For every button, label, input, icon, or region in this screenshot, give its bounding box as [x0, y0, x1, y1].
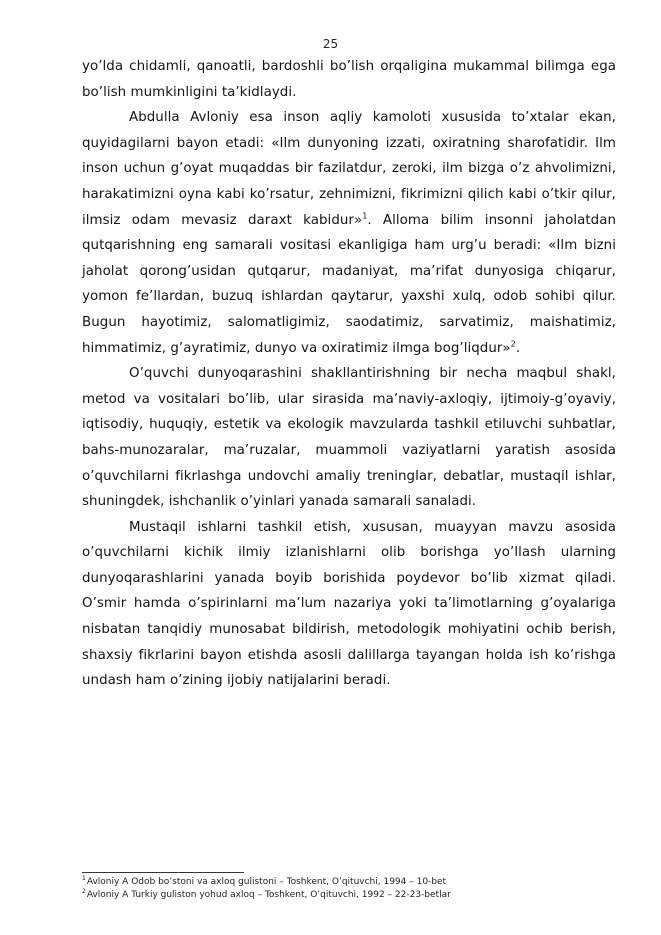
footnote-2 — [82, 889, 616, 902]
paragraph-1 — [82, 54, 616, 105]
footnote-divider — [82, 872, 244, 873]
footnote-ref-2: 2 — [510, 339, 516, 349]
footnote-2-text: Avloniy A Turkiy guliston yohud axloq – Toshkent, O’qituvchi, 1992 – 22-23-betlar — [86, 889, 451, 900]
paragraph-2-text: Abdulla Avloniy esa inson aqliy kamoloti xususida to’xtalar ekan, quyidagilarni bayon etadi: «Ilm dunyoning izzati, oxiratning sharofatidir. Ilm inson uchun g’oyat muqaddas bir fazilatdur, zeroki, ilm bizga o’z ahvolimizni, harakatimizni oyna kabi ko’rsatur, zehnimizni, fikrimizni qilich kabi o’tkir qilur, ilmsiz odam mevasiz daraxt kabidur» — [82, 110, 616, 228]
main-text — [82, 54, 616, 694]
paragraph-3 — [82, 361, 616, 515]
footnote-1-text: Avloniy A Odob bo’stoni va axloq gulistoni – Toshkent, O’qituvchi, 1994 – 10-bet — [86, 877, 447, 887]
paragraph-4-text: Mustaqil ishlarni tashkil etish, xususan, muayyan mavzu asosida o’quvchilarni kichik ilmiy izlanishlarni olib borishga yo’llash ularning dunyoqarashlarini yanada boyib borishida poydevor bo’lib xizmat qiladi. O’smir hamda o’spirinlarni ma’lum nazariya yoki ta’limotlarning g’oyalariga nisbatan tanqidiy munosabat bildirish, metodologik mohiyatini ochib berish, shaxsiy fikrlarini bayon etishda asosli dalillarga tayangan holda ish ko’rishga undash ham o’zining ijobiy natijalarini beradi. — [82, 519, 616, 689]
paragraph-1-text: yo’lda chidamli, qanoatli, bardoshli bo’lish orqaligina mukammal bilimga ega bo’lish mumkinligini ta’kidlaydi. — [82, 59, 616, 100]
paragraph-2-text-end: . — [515, 340, 521, 356]
page-number: 25 — [322, 37, 339, 51]
paragraph-2 — [82, 105, 616, 361]
footnote-2-mark: 2 — [82, 887, 86, 895]
footnote-ref-1: 1 — [362, 211, 368, 221]
paragraph-4 — [82, 515, 616, 694]
footnotes — [82, 876, 616, 901]
paragraph-3-text: O’quvchi dunyoqarashini shakllantirishning bir necha maqbul shakl, metod va vositalari bo’lib, ular sirasida ma’naviy-axloqiy, ijtimoiy-g’oyaviy, iqtisodiy, huquqiy, estetik va ekologik mavzularda tashkil etiluvchi suhbatlar, bahs-munozaralar, ma’ruzalar, muammoli vaziyatlarni yaratish asosida o’quvchilarni fikrlashga undovchi amaliy treninglar, debatlar, mustaqil ishlar, shuningdek, ishchanlik o’yinlari yanada samarali sanaladi. — [82, 366, 616, 510]
footnote-1 — [82, 876, 616, 889]
footnote-1-mark: 1 — [82, 875, 86, 882]
paragraph-2-text-cont: . Alloma bilim insonni jaholatdan qutqarishning eng samarali vositasi ekanligiga ham urg’u beradi: «Ilm bizni jaholat qorong’usidan qutqarur, madaniyat, ma’rifat dunyosiga chiqarur, yomon fe’llardan, buzuq ishlardan qaytarur, yaxshi xulq, odob sohibi qilur. Bugun hayotimiz, salomatligimiz, saodatimiz, sarvatimiz, maishatimiz, himmatimiz, g’ayratimiz, dunyo va oxiratimiz ilmga bog’liqdur» — [82, 212, 616, 356]
